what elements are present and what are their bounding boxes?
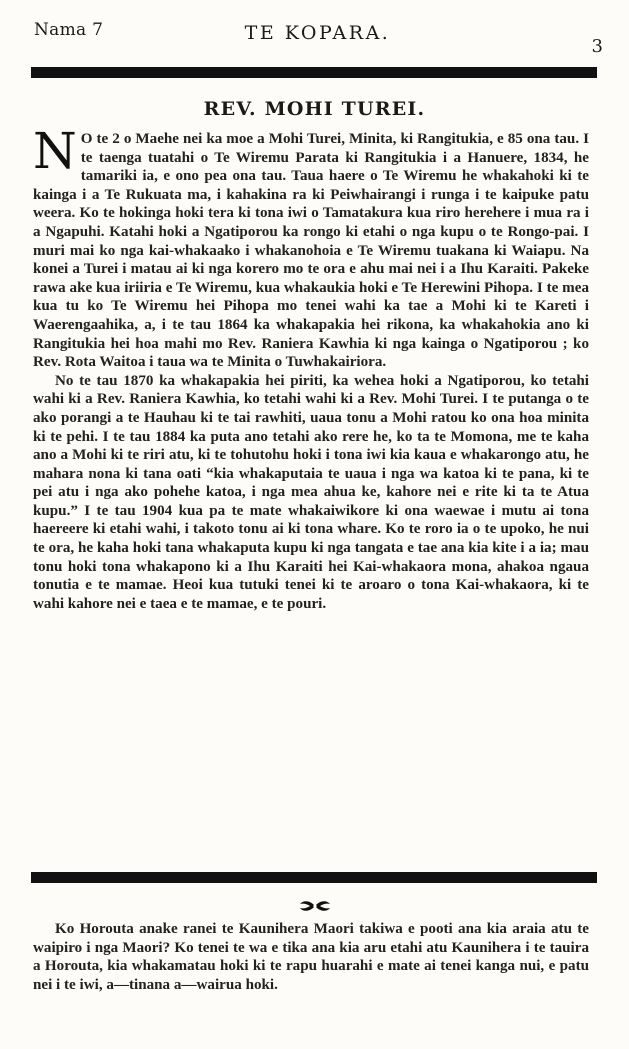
article-title: REV. MOHI TUREI. — [203, 98, 426, 120]
issue-number: Nama 7 — [34, 20, 104, 40]
footer-notice: Ko Horouta anake ranei te Kaunihera Maori takiwa e pooti ana kia araia atu te waipiro i nga Maori? Ko tenei te wa e tika ana kia aru etahi atu Kaunihera i te tauira a Horouta, kia whakamatau hoki ki te rapu huarahi e mate ai tenei kanga nui, e patu nei i te iwi, a—tinana a—wairua hoki. — [33, 921, 589, 993]
top-rule — [31, 67, 597, 78]
article-body — [33, 122, 589, 613]
page-header — [28, 14, 607, 57]
article-paragraph-1 — [33, 122, 589, 372]
publication-title: TE KOPARA. — [244, 22, 391, 44]
article-paragraph-2: No te tau 1870 ka whakapakia hei piriti, ka wehea hoki a Ngatiporou, ko tetahi wahi ki a Rev. Raniera Kawhia, ko tetahi wahi ki a Rev. Mohi Turei. I te putanga o te ako porangi a te Hauhau ki te tai rawhiti, uaua tonu a Mohi ratou ko ona hoa minita ki te pehi. I te tau 1884 ka puta ano tetahi ako rere he, ko ta te Momona, me te kaha ano a Mohi ki te riri atu, ki te tohutohu hoki i tona iwi kia kaua e whakarongo atu, he mahara nona ki tana oati “kia whakaputaia te uaua i nga wa katoa ki te pana, ki te pei atu i nga ako pohehe katoa, i nga mea ahua ke, kahore nei e rite ki ta te Atua kupu.” I te tau 1904 kua pa te mate whakaiwikore ki ona waewae i mutu ai tona haereere ki etahi wahi, i takoto tonu ai ki tona whare. Ko te roro ia o te upoko, he nui te ora, he kaha hoki tana whakaputa kupu ki nga tangata e tae ana kia kite i a ia; mau tonu hoki tona whakapono ki a Ihu Karaiti hei Kai-whakaora mona, ahakoa ngaua tonutia e te mamae. Heoi kua tutuki tenei ki te aroaro o tona Kai-whakaora, ki te wahi kahore nei e taea e te mamae, e te pouri. — [33, 372, 589, 612]
drop-cap: N — [33, 122, 77, 180]
section-rule — [31, 872, 597, 883]
paragraph-1-text: O te 2 o Maehe nei ka moe a Mohi Turei, Minita, ki Rangitukia, e 85 ona tau. I te taenga tuatahi o Te Wiremu Parata ki Rangitukia i a Hanuere, 1834, he tamariki ia, e ono pea ona tau. Taua haere o Te Wiremu he whakahoki ki te kainga i a Te Rukuata ma, i kahakina ra ki Peiwhairangi i runga i te kaipuke patu weera. Ko te hokinga hoki tera ki tona iwi o Tamatakura kua riro herehere i mua ra i a Ngapuhi. Katahi hoki a Ngatiporou ka rongo ki etahi o nga kupu o te Rongo-pai. I muri mai ko nga kai-whakaako i whakanohoia e Te Wiremu tuakana ki Waiapu. Na konei a Turei i matau ai ki nga korero mo te ora e ahu mai nei i a Ihu Karaiti. Pakeke rawa ake kua iriiria e Te Wiremu, kua whakaukia hoki e Te Herewini Pihopa. I te mea kua tu ko Te Wiremu hei Pihopa mo tenei wahi ka tae a Mohi ki te Kareti i Waerengaahika, a, i te tau 1864 ka whakapakia hei rikona, ka whakahokia ano ki Rangitukia hei hoa mahi mo Rev. Raniera Kawhia ki nga kainga o Ngatiporou ; ko Rev. Rota Waitoa i taua wa te Minita o Tuwhakairiora. — [33, 131, 589, 371]
fleuron-ornament-icon — [298, 898, 332, 914]
page-number: 3 — [591, 36, 603, 57]
